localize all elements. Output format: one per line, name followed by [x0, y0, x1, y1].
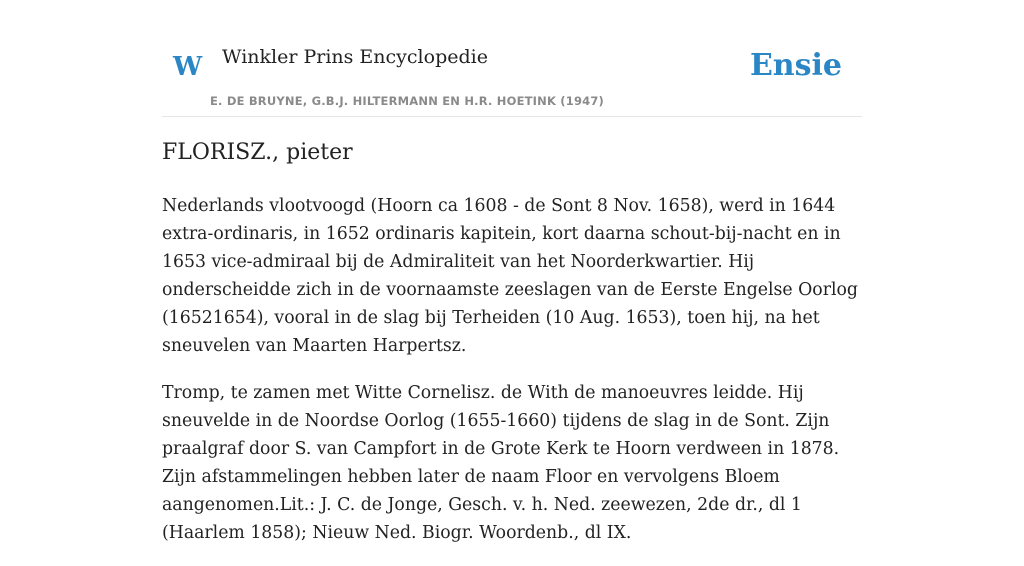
site-authors: E. DE BRUYNE, G.B.J. HILTERMANN EN H.R. HOETINK (1947) — [210, 94, 605, 108]
entry-body — [162, 192, 862, 566]
winkler-prins-logo[interactable]: W — [173, 52, 203, 82]
entry-title: FLORISZ., pieter — [162, 140, 353, 165]
site-title[interactable]: Winkler Prins Encyclopedie — [222, 46, 488, 68]
site-header — [162, 40, 862, 117]
ensie-logo[interactable]: Ensie — [749, 48, 842, 83]
entry-paragraph: Nederlands vlootvoogd (Hoorn ca 1608 - de Sont 8 Nov. 1658), werd in 1644 extra-ordinaris, in 1652 ordinaris kapitein, kort daarna schout-bij-nacht en in 1653 vice-admiraal bij de Admiraliteit van het Noorderkwartier. Hij onderscheidde zich in de voornaamste zeeslagen van de Eerste Engelse Oorlog (16521654), vooral in de slag bij Terheiden (10 Aug. 1653), toen hij, na het sneuvelen van Maarten Harpertsz. — [162, 196, 858, 356]
entry-paragraph: Tromp, te zamen met Witte Cornelisz. de With de manoeuvres leidde. Hij sneuvelde in de Noordse Oorlog (1655-1660) tijdens de slag in de Sont. Zijn praalgraf door S. van Campfort in de Grote Kerk te Hoorn verdween in 1878. Zijn afstammelingen hebben later de naam Floor en vervolgens Bloem aangenomen.Lit.: J. C. de Jonge, Gesch. v. h. Ned. zeewezen, 2de dr., dl 1 (Haarlem 1858); Nieuw Ned. Biogr. Woordenb., dl IX. — [162, 383, 840, 543]
